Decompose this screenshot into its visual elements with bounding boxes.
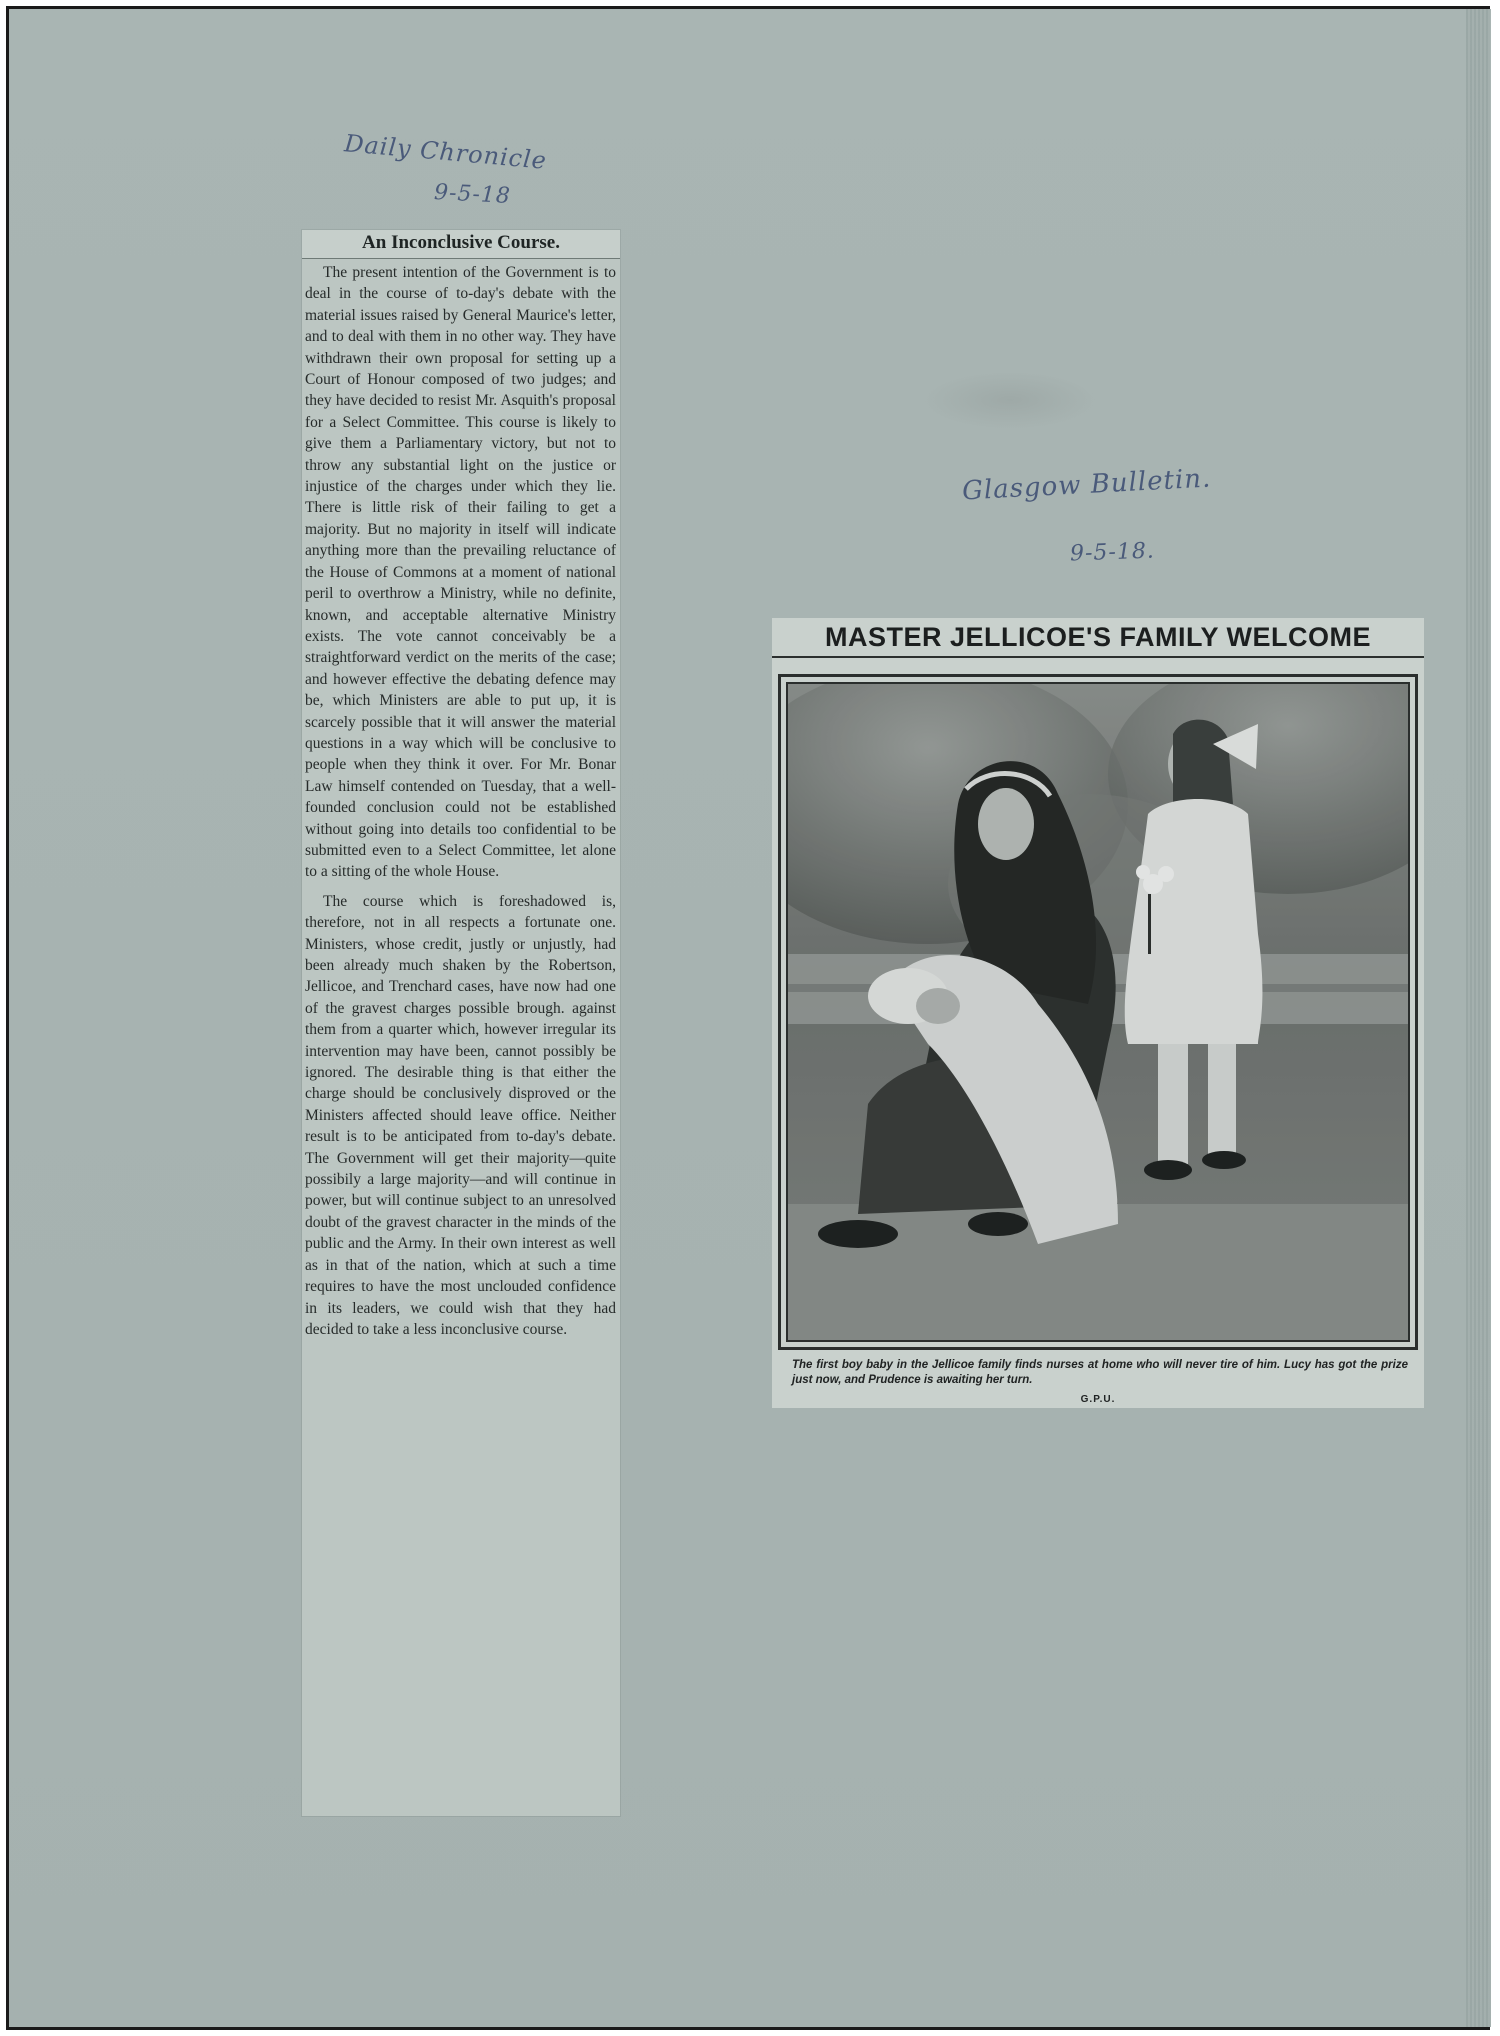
photograph: [786, 682, 1410, 1342]
handwritten-source-note: Daily Chronicle: [343, 129, 549, 175]
handwritten-date-note: 9-5-18: [433, 180, 512, 209]
handwritten-date-note-right: 9-5-18.: [1069, 538, 1156, 567]
article-body: [302, 259, 620, 1340]
photo-border: [778, 674, 1418, 1350]
photograph-illustration: [788, 684, 1410, 1340]
photo-credit: G.P.U.: [1080, 1394, 1116, 1405]
pencil-smudge: [920, 370, 1100, 430]
newspaper-clipping-article: [302, 230, 620, 1816]
article-headline: An Inconclusive Course.: [302, 230, 620, 259]
handwritten-source-note-right: Glasgow Bulletin.: [961, 463, 1213, 507]
article-paragraph-1: The present intention of the Government is to deal in the course of to-day's debate with the material issues raised by General Maurice's letter, and to deal with them in no other way. They have withdrawn their own proposal for setting up a Court of Honour composed of two judges; and they have decided to resist Mr. Asquith's proposal for a Select Committee. This course is likely to give them a Parliamentary victory, but not to throw any substantial light on the justice or injustice of the charges under which they lie. There is little risk of their failing to get a majority. But no majority in itself will indicate anything more than the prevailing reluctance of the House of Commons at a moment of national peril to overthrow a Ministry, while no definite, known, and acceptable alternative Ministry exists. The vote cannot conceivably be a straightforward verdict on the merits of the case; and however effective the debating defence may be, which Ministers are able to put up, it is scarcely possible that it will answer the material questions in a way which will be conclusive to people when they think it over. For Mr. Bonar Law himself contended on Tuesday, that a well-founded conclusion could not be established without going into details too confidential to be submitted even to a Select Committee, let alone to a sitting of the whole House.: [305, 264, 616, 881]
photo-caption: The first boy baby in the Jellicoe family finds nurses at home who will never tire of him. Lucy has got the prize just now, and Prudence is awaiting her turn.: [792, 1359, 1408, 1386]
page-binding-edge: [1466, 9, 1490, 2027]
newspaper-clipping-photo: [772, 618, 1424, 1408]
article-paragraph-2: The course which is foreshadowed is, therefore, not in all respects a fortunate one. Ministers, whose credit, justly or unjustly, had been already much shaken by the Robertson, Jellicoe, and Trenchard cases, have now had one of the gravest charges possible brough. against them from a quarter which, however irregular its intervention may have been, cannot possibly be ignored. The desirable thing is that either the charge should be conclusively disproved or the Ministers affected should leave office. Neither result is to be anticipated from to-day's debate. The Government will get their majority—quite possibily a large majority—and will continue in power, but will continue subject to an unresolved doubt of the gravest character in the minds of the public and the Army. In their own interest as well as in that of the nation, which at such a time requires to have the most unclouded confidence in its leaders, we could wish that they had decided to take a less inconclusive course.: [305, 892, 616, 1338]
photo-headline: MASTER JELLICOE'S FAMILY WELCOME: [772, 618, 1424, 658]
